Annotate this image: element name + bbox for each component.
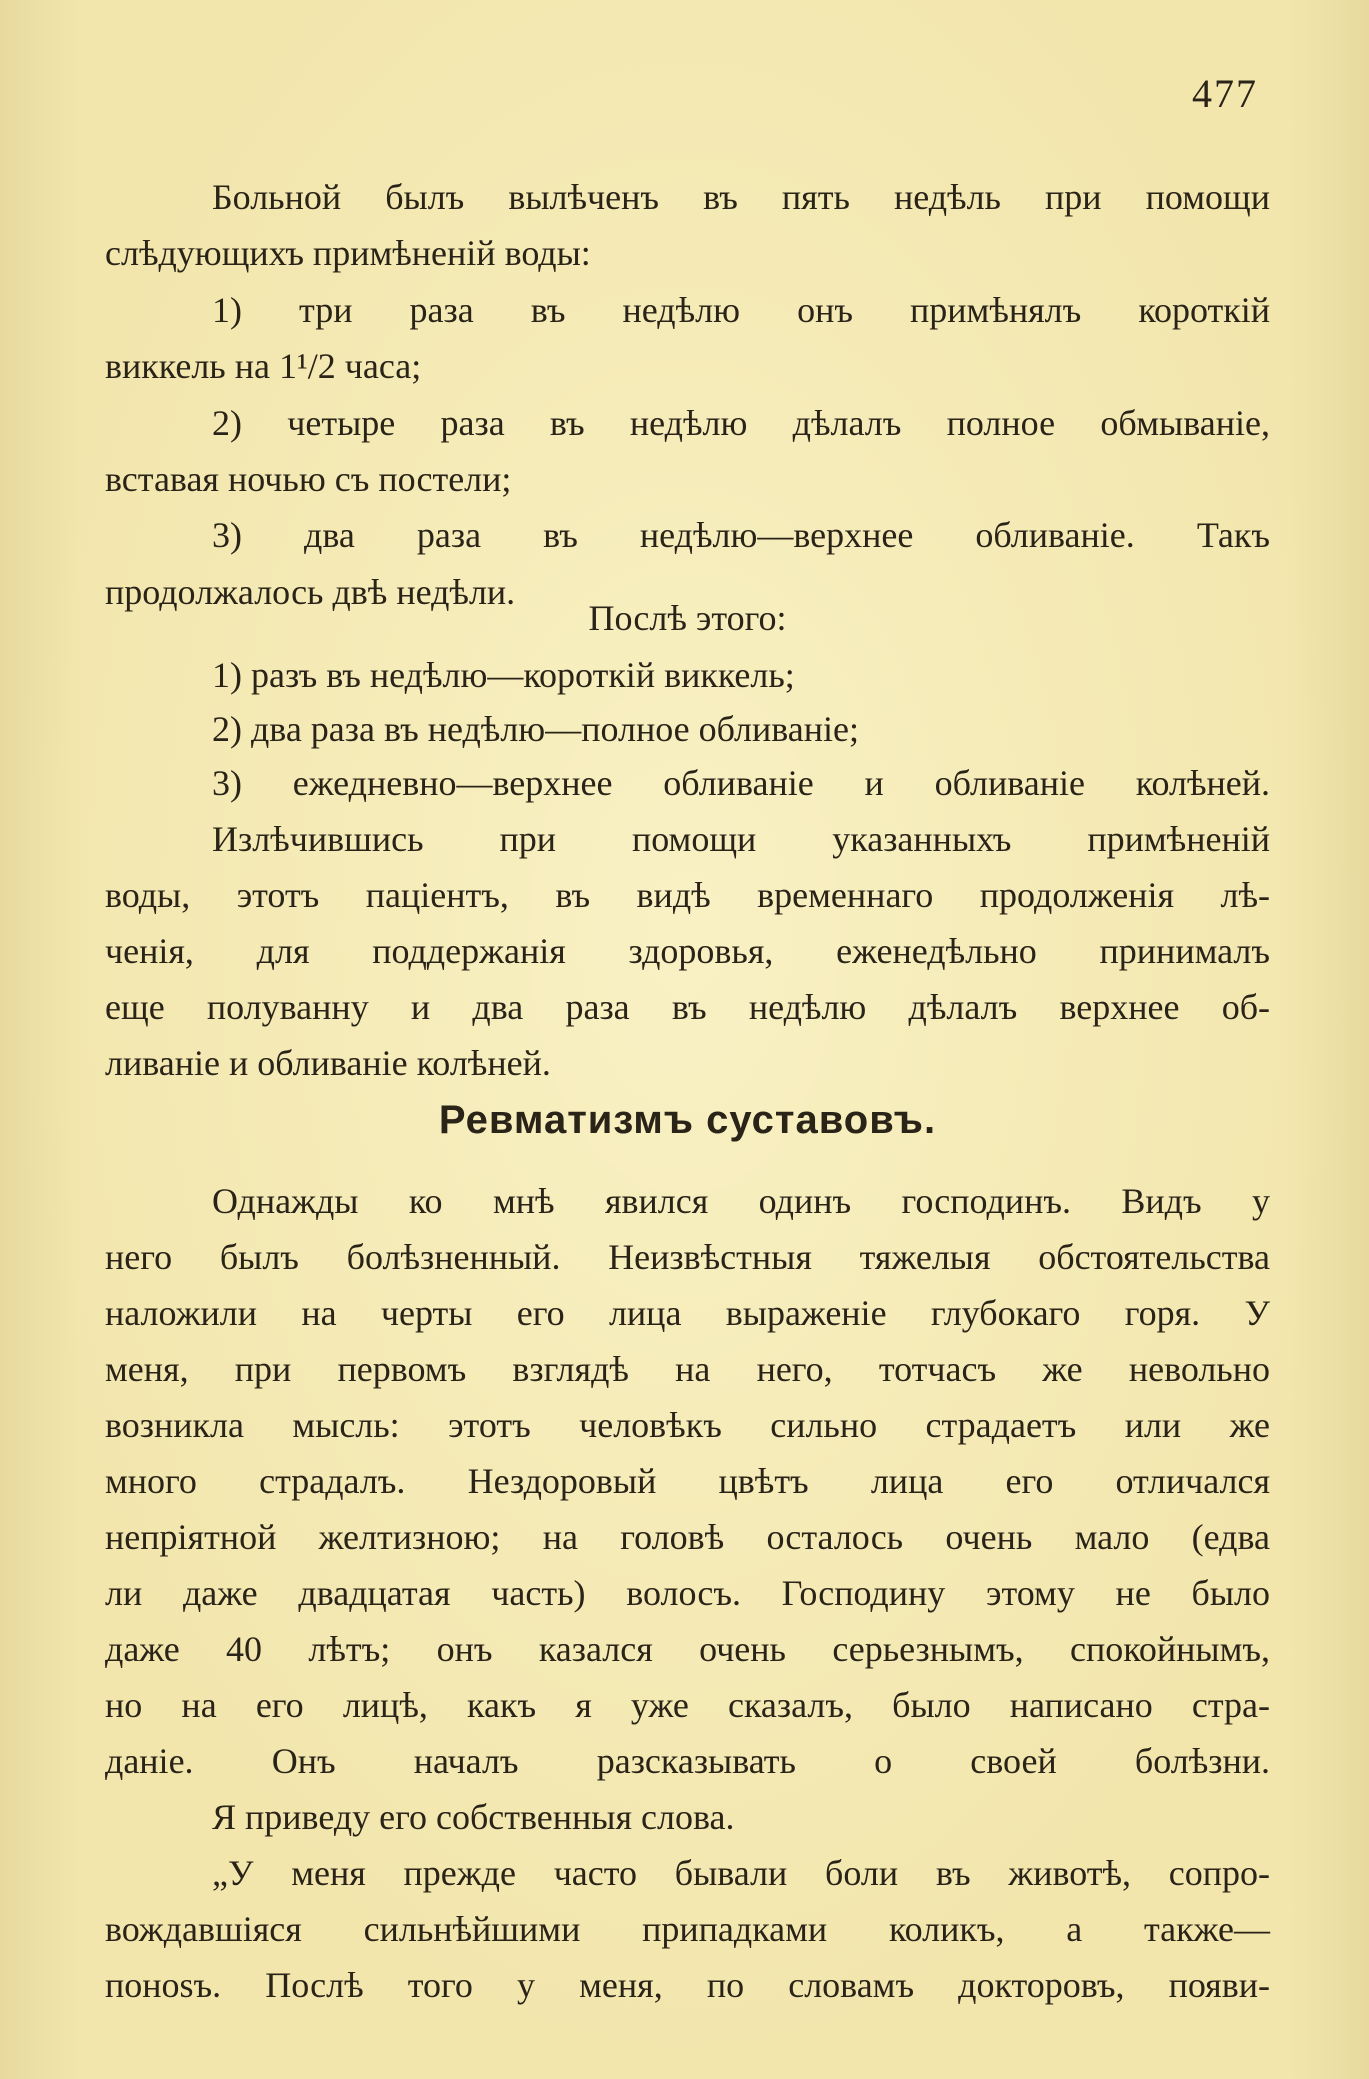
text-line: много страдалъ. Нездоровый цвѣтъ лица его отличался xyxy=(105,1461,1270,1501)
text-line: виккель на 1¹/2 часа; xyxy=(105,346,422,386)
text-line: него былъ болѣзненный. Неизвѣстныя тяжелыя обстоятельства xyxy=(105,1237,1270,1277)
text-line: 1) три раза въ недѣлю онъ примѣнялъ короткій xyxy=(212,290,1270,330)
text-line: наложили на черты его лица выраженіе глубокаго горя. У xyxy=(105,1293,1270,1333)
text-line: Больной былъ вылѣченъ въ пять недѣль при помощи xyxy=(212,177,1270,217)
page-number: 477 xyxy=(1192,71,1258,116)
text-line: слѣдующихъ примѣненій воды: xyxy=(105,233,591,273)
text-line: вождавшіяся сильнѣйшими припадками коликъ, а также— xyxy=(105,1909,1270,1949)
text-line: даже 40 лѣтъ; онъ казался очень серьезнымъ, спокойнымъ, xyxy=(105,1629,1270,1669)
text-line-centered: Послѣ этого: xyxy=(588,598,787,638)
text-line: воды, этотъ паціентъ, въ видѣ временнаго продолженія лѣ- xyxy=(105,875,1270,915)
text-line: возникла мысль: этотъ человѣкъ сильно страдаетъ или же xyxy=(105,1405,1270,1445)
text-line: Однажды ко мнѣ явился одинъ господинъ. Видъ у xyxy=(212,1181,1270,1221)
text-line: понosъ. Послѣ того у меня, по словамъ докторовъ, появи- xyxy=(105,1965,1270,2005)
text-line: ливаніе и обливаніе колѣней. xyxy=(105,1043,551,1083)
text-line: Я приведу его собственныя слова. xyxy=(212,1797,735,1837)
text-line: продолжалось двѣ недѣли. xyxy=(105,572,516,612)
section-heading: Ревматизмъ суставовъ. xyxy=(438,1098,937,1142)
text-line: 3) ежедневно—верхнее обливаніе и обливаніе колѣней. xyxy=(212,763,1270,803)
text-line: еще полуванну и два раза въ недѣлю дѣлалъ верхнее об- xyxy=(105,987,1270,1027)
text-line: ченія, для поддержанія здоровья, еженедѣльно принималъ xyxy=(105,931,1270,971)
text-line: 2) четыре раза въ недѣлю дѣлалъ полное обмываніе, xyxy=(212,403,1270,443)
text-line: но на его лицѣ, какъ я уже сказалъ, было написано стра- xyxy=(105,1685,1270,1725)
text-line: меня, при первомъ взглядѣ на него, тотчасъ же невольно xyxy=(105,1349,1270,1389)
text-line: „У меня прежде часто бывали боли въ животѣ, сопро- xyxy=(212,1853,1270,1893)
text-line: 1) разъ въ недѣлю—короткій виккель; xyxy=(212,655,795,695)
text-line: 3) два раза въ недѣлю—верхнее обливаніе. Такъ xyxy=(212,515,1270,555)
text-line: Излѣчившись при помощи указанныхъ примѣненій xyxy=(212,819,1270,859)
text-line: 2) два раза въ недѣлю—полное обливаніе; xyxy=(212,709,860,749)
text-line: даніе. Онъ началъ разсказывать о своей болѣзни. xyxy=(105,1741,1270,1781)
text-line: непріятной желтизною; на головѣ осталось очень мало (едва xyxy=(105,1517,1270,1557)
text-line: ли даже двадцатая часть) волосъ. Господину этому не было xyxy=(105,1573,1270,1613)
text-line: вставая ночью съ постели; xyxy=(105,459,512,499)
